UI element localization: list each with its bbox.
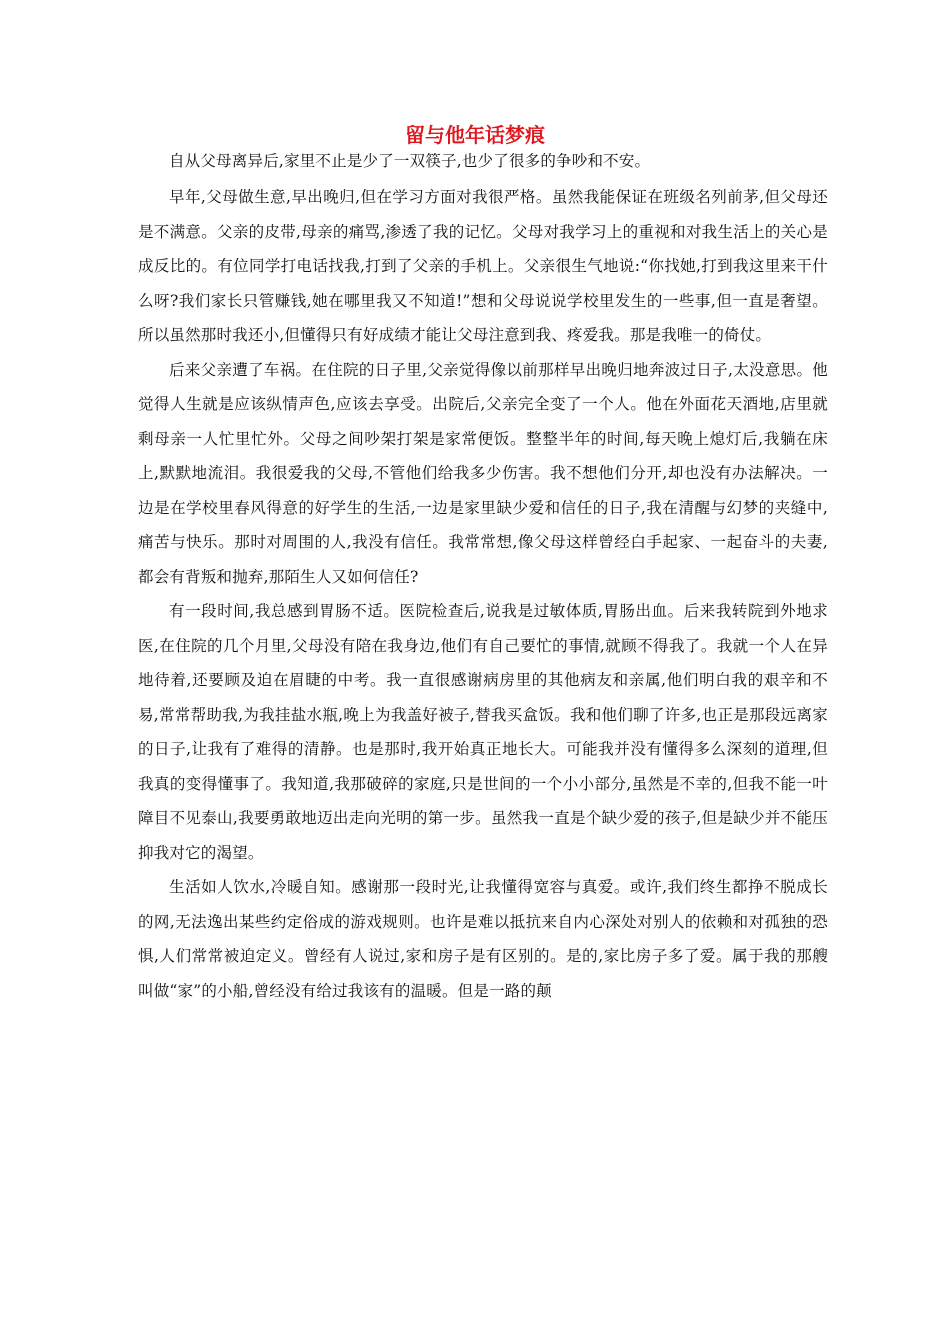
document-title: 留与他年话梦痕 (405, 123, 545, 147)
paragraph: 早年,父母做生意,早出晚归,但在学习方面对我很严格。虽然我能保证在班级名列前茅,但父母还是不满意。父亲的皮带,母亲的痛骂,渗透了我的记忆。父母对我学习上的重视和对我生活上的关心是成反比的。有位同学打电话找我,打到了父亲的手机上。父亲很生气地说:“你找她,打到我这里来干什么呀?我们家长只管赚钱,她在哪里我又不知道!”想和父母说说学校里发生的一些事,但一直是奢望。所以虽然那时我还小,但懂得只有好成绩才能让父母注意到我、疼爱我。那是我唯一的倚仗。 (138, 188, 828, 344)
paragraph: 自从父母离异后,家里不止是少了一双筷子,也少了很多的争吵和不安。 (169, 152, 651, 170)
paragraph: 生活如人饮水,冷暖自知。感谢那一段时光,让我懂得宽容与真爱。或许,我们终生都挣不脱成长的网,无法逸出某些约定俗成的游戏规则。也许是难以抵抗来自内心深处对别人的依赖和对孤独的恐惧,人们常常被迫定义。曾经有人说过,家和房子是有区别的。是的,家比房子多了爱。属于我的那艘叫做“家”的小船,曾经没有给过我该有的温暖。但是一路的颠 (138, 878, 828, 1000)
document-body (138, 148, 828, 1008)
paragraph: 后来父亲遭了车祸。在住院的日子里,父亲觉得像以前那样早出晚归地奔波过日子,太没意思。他觉得人生就是应该纵情声色,应该去享受。出院后,父亲完全变了一个人。他在外面花天酒地,店里就剩母亲一人忙里忙外。父母之间吵架打架是家常便饭。整整半年的时间,每天晚上熄灯后,我躺在床上,默默地流泪。我很爱我的父母,不管他们给我多少伤害。我不想他们分开,却也没有办法解决。一边是在学校里春风得意的好学生的生活,一边是家里缺少爱和信任的日子,我在清醒与幻梦的夹缝中,痛苦与快乐。那时对周围的人,我没有信任。我常常想,像父母这样曾经白手起家、一起奋斗的夫妻,都会有背叛和抛弃,那陌生人又如何信任? (138, 360, 828, 586)
paragraph: 有一段时间,我总感到胃肠不适。医院检查后,说我是过敏体质,胃肠出血。后来我转院到外地求医,在住院的几个月里,父母没有陪在我身边,他们有自己要忙的事情,就顾不得我了。我就一个人在异地待着,还要顾及迫在眉睫的中考。我一直很感谢病房里的其他病友和亲属,他们明白我的艰辛和不易,常常帮助我,为我挂盐水瓶,晚上为我盖好被子,替我买盒饭。我和他们聊了许多,也正是那段远离家的日子,让我有了难得的清静。也是那时,我开始真正地长大。可能我并没有懂得多么深刻的道理,但我真的变得懂事了。我知道,我那破碎的家庭,只是世间的一个小小部分,虽然是不幸的,但我不能一叶障目不见泰山,我要勇敢地迈出走向光明的第一步。虽然我一直是个缺少爱的孩子,但是缺少并不能压抑我对它的渴望。 (138, 602, 828, 862)
